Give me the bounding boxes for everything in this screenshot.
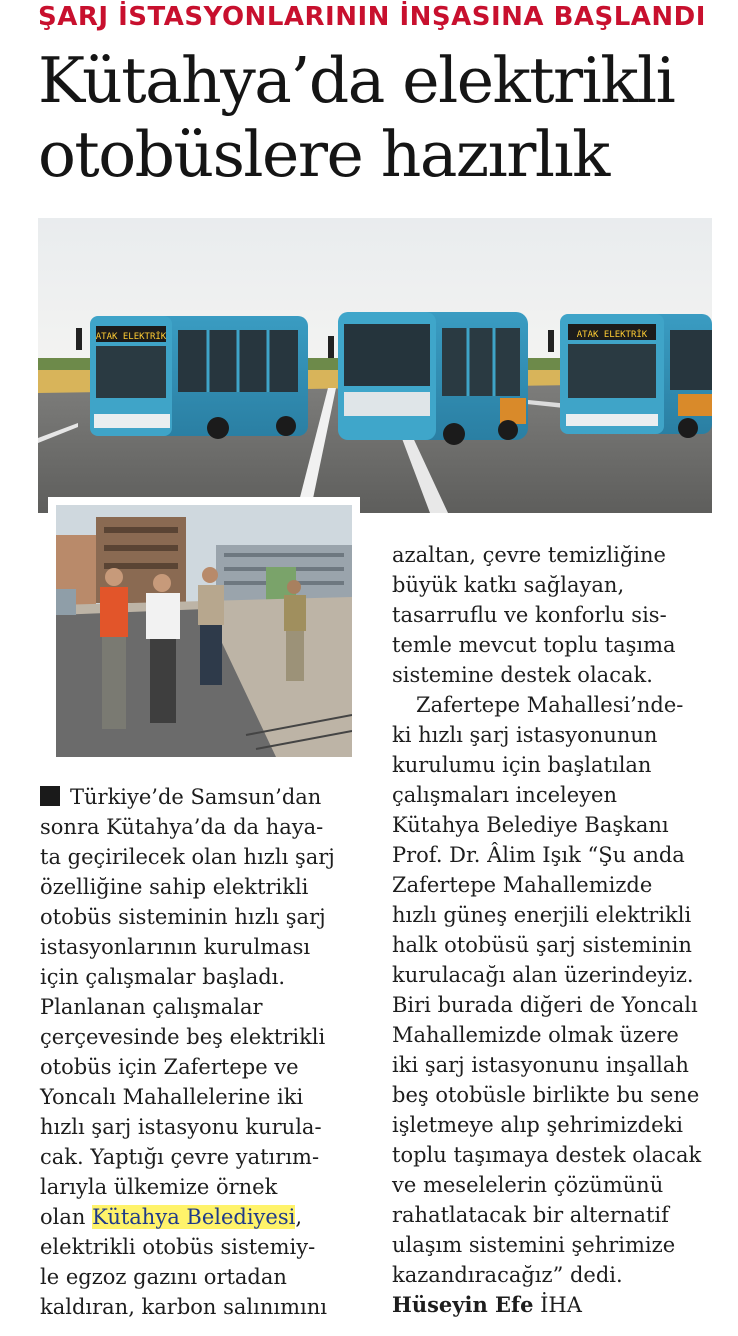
body-line: Biri burada diğeri de Yoncalı (392, 993, 698, 1017)
body-line: özelliğine sahip elektrikli (40, 875, 309, 899)
buses-illustration (38, 218, 712, 513)
body-line: ki hızlı şarj istasyonunun (392, 723, 658, 747)
body-line: kazandıracağız” dedi. (392, 1263, 623, 1287)
body-line: Zafertepe Mahallemizde (392, 873, 653, 897)
body-line: büyük katkı sağlayan, (392, 573, 625, 597)
body-line: için çalışmalar başladı. (40, 965, 286, 989)
person (146, 574, 180, 723)
body-line: sonra Kütahya’da da haya- (40, 815, 324, 839)
body-line: çerçevesinde beş elektrikli (40, 1025, 326, 1049)
body-line: kurulacağı alan üzerindeyiz. (392, 963, 694, 987)
buses-photo (38, 218, 712, 513)
body-line: le egzoz gazını ortadan (40, 1265, 287, 1289)
body-line: ta geçirilecek olan hızlı şarj (40, 845, 335, 869)
body-line: ulaşım sistemini şehrimize (392, 1233, 676, 1257)
lead-bullet-square (40, 786, 60, 806)
body-line: hızlı güneş enerjili elektrikli (392, 903, 692, 927)
highlighted-link-kutahya-belediyesi[interactable]: Kütahya Belediyesi (92, 1205, 296, 1229)
body-line: beş otobüsle birlikte bu sene (392, 1083, 700, 1107)
body-line: toplu taşımaya destek olacak (392, 1143, 702, 1167)
person (284, 580, 306, 681)
article-body-right (392, 540, 712, 1320)
body-line: otobüs için Zafertepe ve (40, 1055, 299, 1079)
body-line: hızlı şarj istasyonu kurula- (40, 1115, 322, 1139)
body-line: tasarruflu ve konforlu sis- (392, 603, 667, 627)
body-line: sistemine destek olacak. (392, 663, 653, 687)
body-line: kaldıran, karbon salınımını (40, 1295, 327, 1319)
bus-left (76, 316, 308, 439)
lead-line: Türkiye’de Samsun’dan (40, 782, 360, 812)
site-visit-illustration (56, 505, 352, 757)
article-headline (38, 44, 738, 192)
body-line: istasyonlarının kurulması (40, 935, 311, 959)
bus-display-text: ATAK ELEKTRİK (95, 332, 167, 342)
paragraph (392, 540, 712, 690)
site-visit-photo (48, 497, 360, 765)
body-line: elektrikli otobüs sistemiy- (40, 1235, 316, 1259)
body-line: Prof. Dr. Âlim Işık “Şu anda (392, 843, 685, 867)
body-line: Mahallemizde olmak üzere (392, 1023, 679, 1047)
body-line: işletmeye alıp şehrimizdeki (392, 1113, 683, 1137)
body-line: kurulumu için başlatılan (392, 753, 652, 777)
body-line: halk otobüsü şarj sisteminin (392, 933, 692, 957)
article-kicker: ŞARJ İSTASYONLARININ İNŞASINA BAŞLANDI (38, 2, 706, 32)
bus-right (548, 314, 712, 438)
bus-center (328, 312, 528, 445)
article-body-left (40, 782, 360, 1322)
bus-display-text: ATAK ELEKTRİK (576, 330, 648, 340)
body-line: ve meselelerin çözümünü (392, 1173, 664, 1197)
body-line: Planlanan çalışmalar (40, 995, 263, 1019)
byline-agency: İHA (540, 1293, 582, 1317)
body-line: Zafertepe Mahallesi’nde- (416, 693, 684, 717)
paragraph (392, 690, 712, 1290)
body-line: rahatlatacak bir alternatif (392, 1203, 669, 1227)
body-line: cak. Yaptığı çevre yatırım- (40, 1145, 320, 1169)
body-line: Yoncalı Mahallelerine iki (40, 1085, 304, 1109)
person (100, 568, 128, 729)
byline-author: Hüseyin Efe (392, 1292, 534, 1317)
body-line: azaltan, çevre temizliğine (392, 543, 666, 567)
body-line: otobüs sisteminin hızlı şarj (40, 905, 326, 929)
byline (392, 1290, 712, 1320)
body-line: temle mevcut toplu taşıma (392, 633, 676, 657)
headline-line: Kütahya’da elektrikli (38, 44, 675, 117)
byline-line (392, 1290, 712, 1320)
body-line: larıyla ülkemize örnek (40, 1175, 278, 1199)
body-line: Kütahya Belediye Başkanı (392, 813, 669, 837)
body-line: olan Kütahya Belediyesi, (40, 1205, 303, 1229)
body-line: iki şarj istasyonunu inşallah (392, 1053, 689, 1077)
body-line: çalışmaları inceleyen (392, 783, 617, 807)
headline-line: otobüslere hazırlık (38, 118, 609, 191)
